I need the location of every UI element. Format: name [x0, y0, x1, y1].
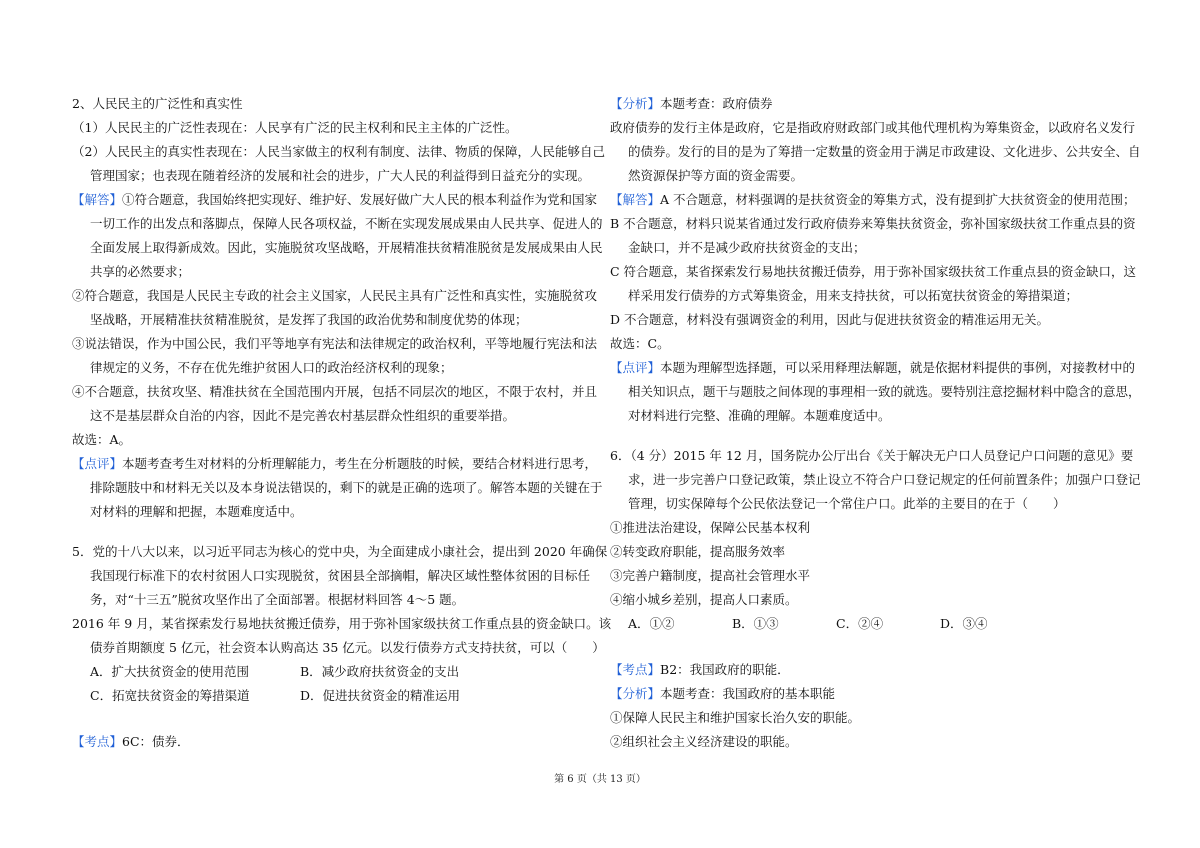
option-a: A．①② — [628, 616, 675, 631]
question-line: 我国现行标准下的农村贫困人口实现脱贫，贫困县全部摘帽，解决区域性整体贫困的目标任 — [90, 568, 591, 583]
analysis-item: ②组织社会主义经济建设的职能。 — [610, 734, 798, 749]
left-column — [72, 92, 612, 754]
answer-line: 全面发展上取得新成效。因此，实施脱贫攻坚战略，开展精准扶贫精准脱贫是发展成果由人民 — [90, 240, 603, 255]
analysis-item: ①保障人民民主和维护国家长治久安的职能。 — [610, 710, 861, 725]
analysis-line: 然资源保护等方面的资金需要。 — [628, 168, 804, 183]
answer-tag: 【解答】 — [72, 192, 123, 207]
comment-line: 对材料进行完整、准确的理解。本题难度适中。 — [628, 408, 891, 423]
kaodian-tag: 【考点】 — [72, 734, 123, 749]
option-c: C．拓宽扶贫资金的筹措渠道 — [90, 688, 250, 703]
choice-line: 故选：C。 — [610, 336, 670, 351]
kaodian-line: 【考点】6C：债券． — [72, 734, 190, 749]
statement-item: ④缩小城乡差别，提高人口素质。 — [610, 592, 798, 607]
answer-line: ②符合题意，我国是人民民主专政的社会主义国家，人民民主具有广泛性和真实性，实施脱贫攻 — [72, 288, 598, 303]
answer-line: D 不合题意，材料没有强调资金的利用，因此与促进扶贫资金的精准运用无关。 — [610, 312, 1049, 327]
option-row — [72, 684, 592, 708]
answer-line: C 符合题意，某省探索发行易地扶贫搬迁债券，用于弥补国家级扶贫工作重点县的资金缺口，这 — [610, 264, 1137, 279]
spacer — [72, 708, 592, 730]
paragraph-line: （1）人民民主的广泛性表现在：人民享有广泛的民主权利和民主主体的广泛性。 — [72, 120, 518, 135]
comment-tag: 【点评】 — [72, 456, 123, 471]
option-a: A．扩大扶贫资金的使用范围 — [90, 664, 250, 679]
option-c: C．②④ — [836, 616, 884, 631]
question-line: 管理，切实保障每个公民依法登记一个常住户口。此举的主要目的在于（ ） — [628, 496, 1066, 511]
answer-line: 【解答】A 不合题意，材料强调的是扶贫资金的筹集方式，没有提到扩大扶贫资金的使用范围； — [610, 192, 1136, 207]
question-line: 5．党的十八大以来，以习近平同志为核心的党中央，为全面建成小康社会，提出到 2020 年确保 — [72, 544, 608, 559]
analysis-tag: 【分析】 — [610, 686, 661, 701]
analysis-line: 【分析】本题考查：政府债券 — [610, 96, 773, 111]
paragraph-line: （2）人民民主的真实性表现在：人民当家做主的权利有制度、法律、物质的保障，人民能够自己 — [72, 144, 605, 159]
question-line: 务，对“十三五”脱贫攻坚作出了全面部署。根据材料回答 4～5 题。 — [90, 592, 465, 607]
kaodian-line: 【考点】B2：我国政府的职能． — [610, 662, 790, 677]
statement-item: ②转变政府职能，提高服务效率 — [610, 544, 786, 559]
answer-line: 样采用发行债券的方式筹集资金，用来支持扶贫，可以拓宽扶贫资金的筹措渠道； — [628, 288, 1079, 303]
comment-line: 【点评】本题考查考生对材料的分析理解能力，考生在分析题肢的时候，要结合材料进行思考， — [72, 456, 598, 471]
option-d: D．促进扶贫资金的精准运用 — [300, 688, 461, 703]
comment-line: 对材料的理解和把握，本题难度适中。 — [90, 504, 303, 519]
answer-tag: 【解答】 — [610, 192, 661, 207]
comment-line: 排除题肢中和材料无关以及本身说法错误的，剩下的就是正确的选项了。解答本题的关键在于 — [90, 480, 603, 495]
page-footer: 第 6 页（共 13 页） — [554, 774, 646, 785]
answer-line: 律规定的义务，不存在优先维护贫困人口的政治经济权利的现象； — [90, 360, 453, 375]
spacer — [610, 636, 1130, 658]
answer-line: ③说法错误，作为中国公民，我们平等地享有宪法和法律规定的政治权利，平等地履行宪法和法 — [72, 336, 598, 351]
analysis-line: 的债券。发行的目的是为了筹措一定数量的资金用于满足市政建设、文化进步、公共安全、自 — [628, 144, 1141, 159]
statement-item: ③完善户籍制度，提高社会管理水平 — [610, 568, 811, 583]
option-row — [72, 660, 592, 684]
paragraph-line: 管理国家；也表现在随着经济的发展和社会的进步，广大人民的利益得到日益充分的实现。 — [90, 168, 591, 183]
comment-line: 相关知识点，题干与题肢之间体现的事理相一致的就选。要特别注意挖掘材料中隐含的意思， — [628, 384, 1141, 399]
statement-item: ①推进法治建设，保障公民基本权利 — [610, 520, 811, 535]
question-line: 债券首期额度 5 亿元，社会资本认购高达 35 亿元。以发行债券方式支持扶贫，可以（ ） — [90, 640, 605, 655]
kaodian-tag: 【考点】 — [610, 662, 661, 677]
analysis-line: 政府债券的发行主体是政府，它是指政府财政部门或其他代理机构为筹集资金，以政府名义发行 — [610, 120, 1136, 135]
answer-line: 坚战略，开展精准扶贫精准脱贫，是发挥了我国的政治优势和制度优势的体现； — [90, 312, 528, 327]
option-b: B．①③ — [732, 616, 779, 631]
option-b: B．减少政府扶贫资金的支出 — [300, 664, 460, 679]
answer-line: 【解答】①符合题意，我国始终把实现好、维护好、发展好做广大人民的根本利益作为党和国家 — [72, 192, 598, 207]
option-d: D．③④ — [940, 616, 988, 631]
question-line: 6．（4 分）2015 年 12 月，国务院办公厅出台《关于解决无户口人员登记户口问题的意见》要 — [610, 448, 1134, 463]
answer-line: 这不是基层群众自治的内容，因此不是完善农村基层群众性组织的重要举措。 — [90, 408, 516, 423]
right-column — [610, 92, 1141, 754]
answer-line: ④不合题意，扶贫攻坚、精准扶贫在全国范围内开展，包括不同层次的地区，不限于农村，并且 — [72, 384, 598, 399]
answer-line: 金缺口，并不是减少政府扶贫资金的支出； — [628, 240, 866, 255]
analysis-tag: 【分析】 — [610, 96, 661, 111]
choice-line: 故选：A。 — [72, 432, 132, 447]
option-row — [610, 612, 1130, 636]
spacer — [610, 428, 1130, 444]
answer-line: B 不合题意，材料只说某省通过发行政府债券来筹集扶贫资金，弥补国家级扶贫工作重点县的资 — [610, 216, 1136, 231]
question-line: 2016 年 9 月，某省探索发行易地扶贫搬迁债券，用于弥补国家级扶贫工作重点县的资金缺口。该 — [72, 616, 612, 631]
answer-line: 共享的必然要求； — [90, 264, 191, 279]
question-line: 求，进一步完善户口登记政策，禁止设立不符合户口登记规定的任何前置条件；加强户口登记 — [628, 472, 1141, 487]
answer-line: 一切工作的出发点和落脚点，保障人民各项权益，不断在实现发展成果由人民共享、促进人的 — [90, 216, 603, 231]
spacer — [72, 524, 592, 540]
section-heading: 2、人民民主的广泛性和真实性 — [72, 96, 243, 111]
comment-tag: 【点评】 — [610, 360, 661, 375]
comment-line: 【点评】本题为理解型选择题，可以采用释理法解题，就是依据材料提供的事例，对接教材中的 — [610, 360, 1136, 375]
analysis-line: 【分析】本题考查：我国政府的基本职能 — [610, 686, 836, 701]
